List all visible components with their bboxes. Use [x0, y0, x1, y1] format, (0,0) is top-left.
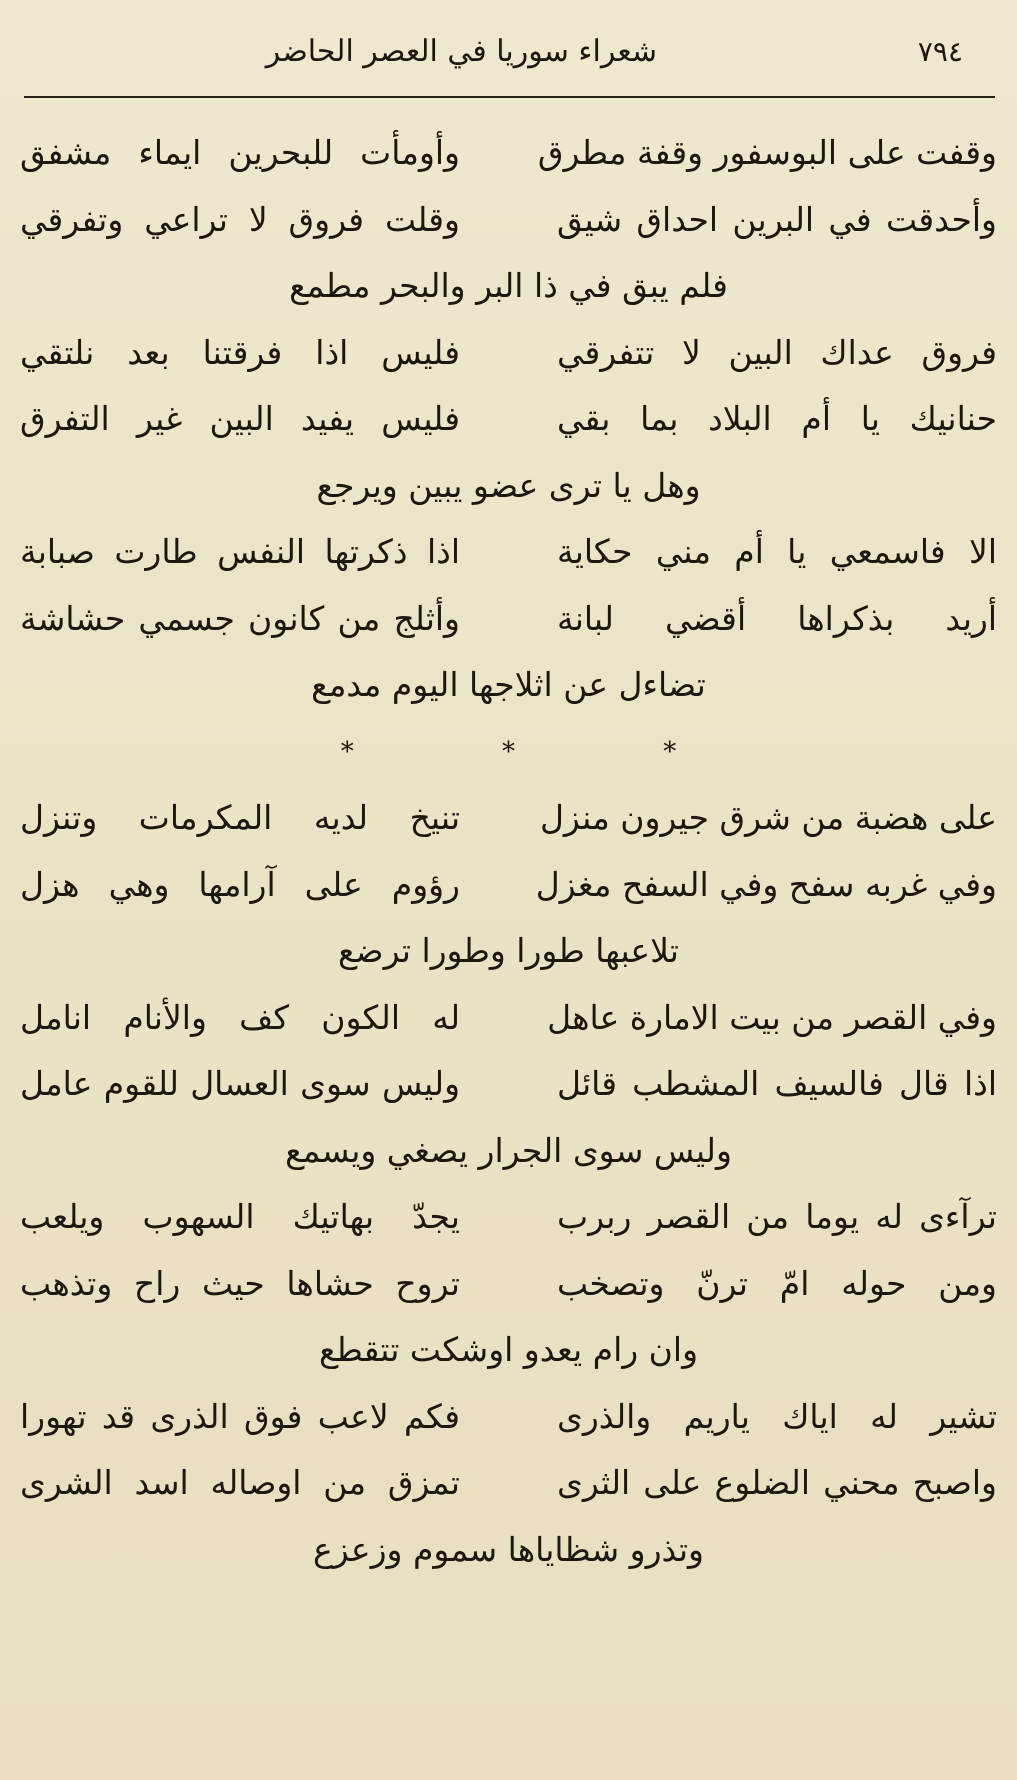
page-number: ٧٩٤ [917, 35, 963, 68]
second-hemistich: تنيخ لديه المكرمات وتنزل [20, 798, 460, 837]
second-hemistich: وليس سوى العسال للقوم عامل [20, 1064, 460, 1103]
verse-line [20, 120, 997, 187]
second-hemistich: فليس يفيد البين غير التفرق [20, 399, 460, 438]
first-hemistich: حنانيك يا أم البلاد بما بقي [557, 399, 997, 438]
second-hemistich: تروح حشاها حيث راح وتذهب [20, 1263, 460, 1303]
section-divider-stars: * * * [340, 736, 747, 767]
verse-line [20, 187, 997, 254]
verse-line [20, 1251, 997, 1318]
second-hemistich: رؤوم على آرامها وهي هزل [20, 864, 460, 904]
verse-line [20, 386, 997, 453]
first-hemistich: وأحدقت في البرين احداق شيق [557, 199, 997, 239]
first-hemistich: وفي القصر من بيت الامارة عاهل [547, 997, 997, 1037]
first-hemistich: ترآءى له يوما من القصر ربرب [557, 1197, 997, 1236]
first-hemistich: فروق عداك البين لا تتفرقي [557, 332, 997, 372]
refrain-line: وان رام يعدو اوشكت تتقطع [318, 1330, 699, 1369]
second-hemistich: فكم لاعب فوق الذرى قد تهورا [20, 1396, 460, 1436]
refrain-line: وتذرو شظاياها سموم وزعزع [313, 1529, 704, 1569]
first-hemistich: وفي غربه سفح وفي السفح مغزل [535, 864, 997, 904]
first-hemistich: الا فاسمعي يا أم مني حكاية [557, 532, 997, 571]
second-hemistich: فليس اذا فرقتنا بعد نلتقي [20, 332, 460, 372]
verse-line [20, 785, 997, 852]
refrain-line: تضاءل عن اثلاجها اليوم مدمع [311, 665, 706, 704]
verse-line [20, 519, 997, 586]
refrain-line: وهل يا ترى عضو يبين ويرجع [316, 465, 701, 505]
second-hemistich: له الكون كف والأنام انامل [20, 997, 460, 1037]
running-head: شعراء سوريا في العصر الحاضر [265, 34, 657, 69]
first-hemistich: أريد بذكراها أقضي لبانة [557, 598, 997, 638]
refrain-line: وليس سوى الجرار يصغي ويسمع [285, 1130, 732, 1170]
poem-body [20, 120, 997, 1583]
second-hemistich: وأثلج من كانون جسمي حشاشة [20, 598, 460, 638]
first-hemistich: على هضبة من شرق جيرون منزل [539, 798, 997, 837]
second-hemistich: يجدّ بهاتيك السهوب ويلعب [20, 1197, 460, 1236]
verse-line [20, 852, 997, 919]
verse-line [20, 1184, 997, 1251]
second-hemistich: تمزق من اوصاله اسد الشرى [20, 1463, 460, 1502]
header-rule [24, 96, 995, 98]
page-header [24, 18, 987, 90]
refrain-line: فلم يبق في ذا البر والبحر مطمع [289, 266, 728, 305]
verse-line [20, 1384, 997, 1451]
refrain-line: تلاعبها طورا وطورا ترضع [337, 931, 679, 970]
second-hemistich: وأومأت للبحرين ايماء مشفق [20, 133, 460, 172]
verse-line [20, 1051, 997, 1118]
verse-line [20, 586, 997, 653]
second-hemistich: وقلت فروق لا تراعي وتفرقي [20, 199, 460, 239]
verse-line [20, 320, 997, 387]
first-hemistich: وقفت على البوسفور وقفة مطرق [537, 133, 997, 172]
first-hemistich: ومن حوله امّ ترنّ وتصخب [557, 1263, 997, 1303]
first-hemistich: تشير له اياك ياريم والذرى [557, 1396, 997, 1436]
first-hemistich: واصبح محني الضلوع على الثرى [557, 1463, 997, 1502]
second-hemistich: اذا ذكرتها النفس طارت صبابة [20, 532, 460, 571]
verse-line [20, 1450, 997, 1517]
first-hemistich: اذا قال فالسيف المشطب قائل [557, 1064, 997, 1103]
verse-line [20, 985, 997, 1052]
